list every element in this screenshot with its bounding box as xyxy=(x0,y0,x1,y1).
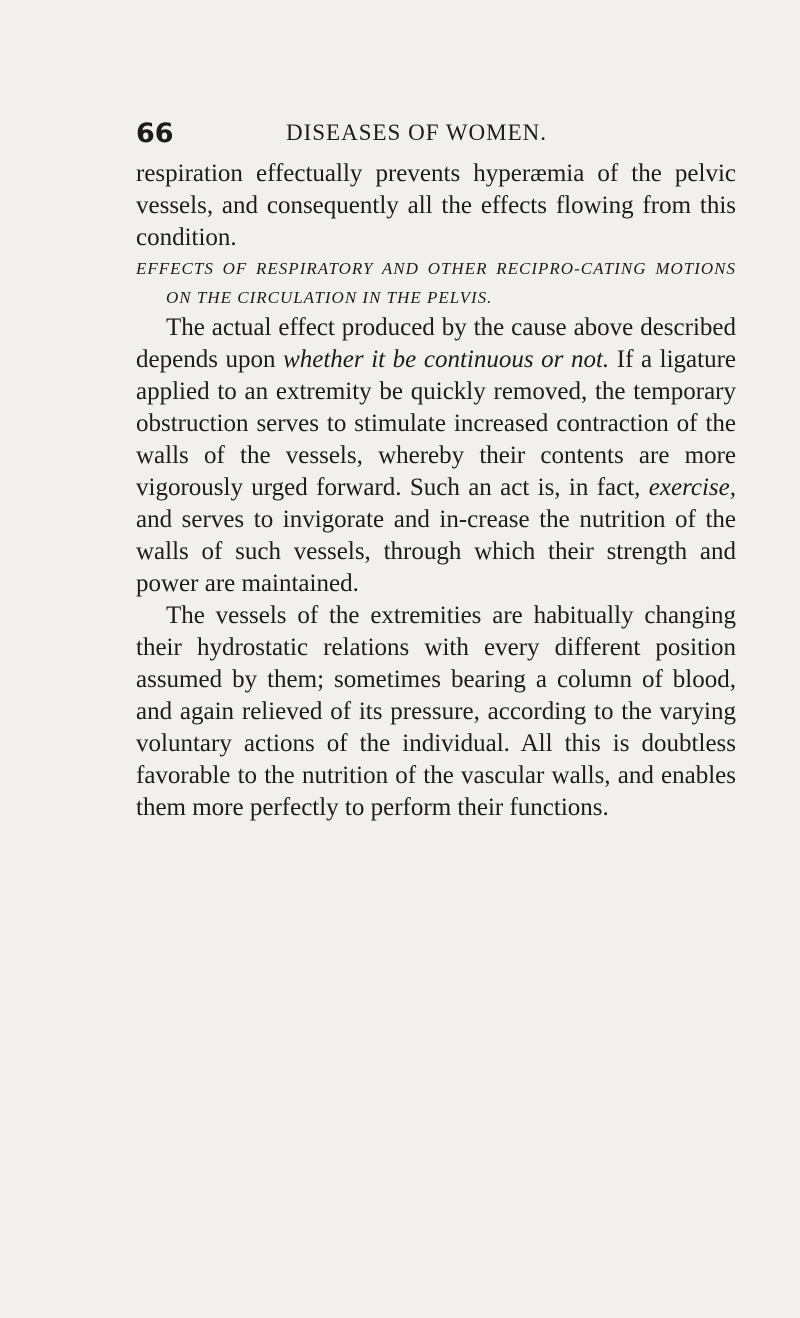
paragraph-2-start: The actual effect produced by the cause above described depends upon xyxy=(136,314,736,373)
paragraph-2-italic-2: exercise, xyxy=(648,474,736,501)
paragraph-2-end: and serves to invigorate and in-crease the nutrition of the walls of such vessels, through which their strength and power are maintained. xyxy=(136,506,736,597)
paragraph-1: respiration effectually prevents hyperæmia of the pelvic vessels, and consequently all the effects flowing from this condition. xyxy=(136,160,736,251)
section-heading: EFFECTS OF RESPIRATORY AND OTHER RECIPRO-CATING MOTIONS ON THE CIRCULATION IN THE PELVIS. xyxy=(136,259,736,307)
paragraph-2 xyxy=(136,312,736,600)
running-head: DISEASES OF WOMEN. xyxy=(286,120,548,145)
paragraph-2-italic-1: whether it be continuous or not. xyxy=(283,346,610,373)
paragraph-3: The vessels of the extremities are habitually changing their hydrostatic relations with every different position assumed by them; sometimes bearing a column of blood, and again relieved of its pressure, according to the varying voluntary actions of the individual. All this is doubtless favorable to the nutrition of the vascular walls, and enables them more perfectly to perform their functions. xyxy=(136,602,736,821)
paragraph-2-middle: If a ligature applied to an extremity be quickly removed, the temporary obstruction serves to stimulate increased contraction of the walls of the vessels, whereby their contents are more vigorously urged forward. Such an act is, in fact, xyxy=(136,346,737,501)
page-header xyxy=(136,118,720,152)
body-text xyxy=(136,158,736,824)
page-number: 66 xyxy=(136,118,174,149)
